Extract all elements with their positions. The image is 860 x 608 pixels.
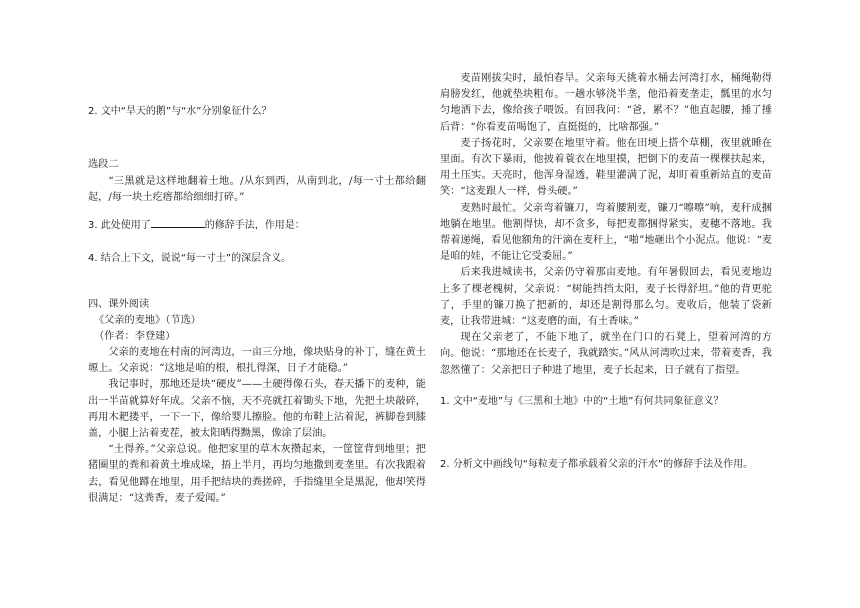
- answer-blank[interactable]: [151, 217, 205, 228]
- reading-question-2: 2. 分析文中画线句“每粒麦子都承载着父亲的汗水”的修辞手法及作用。: [440, 459, 754, 470]
- section-2-title: 选段二: [88, 159, 119, 170]
- article-paragraph: 后来我进城读书，父亲仍守着那亩麦地。有年暑假回去，看见麦地边上多了棵老槐树，父亲说：“树能挡挡太阳，麦子长得舒坦。”他的背更驼了，手里的镰刀换了把新的，却还是割得那么匀。麦收后，他装了袋新麦，让我带进城：“这麦磨的面，有土香味。”: [440, 267, 772, 328]
- question-4: 4. 结合上下文，说说“每一寸土”的深层含义。: [88, 253, 292, 264]
- question-3-text-before: 3. 此处使用了: [88, 220, 151, 231]
- reading-question-1: 1. 文中“麦地”与《三黑和土地》中的“土地”有何共同象征意义？: [440, 396, 724, 407]
- article-paragraph: 父亲的麦地在村南的河湾边，一亩三分地，像块贴身的补丁，缝在黄土塬上。父亲说：“这地是咱的根，根扎得深，日子才能稳。”: [88, 347, 426, 375]
- article-body-left: [88, 345, 426, 507]
- article-body-right: [440, 71, 772, 379]
- article-paragraph: 我记事时，那地还是块“硬皮”——土硬得像石头，春天播下的麦种，能出一半苗就算好年成。父亲不恼，天不亮就扛着锄头下地，先把土块敲碎，再用木耙搂平，一下一下，像给婴儿擦脸。他的布鞋上沾着泥，裤脚卷到膝盖，小腿上沾着麦茬，被太阳晒得黝黑，像涂了层油。: [88, 379, 426, 440]
- part-4-title: 四、课外阅读: [88, 299, 150, 310]
- article-author: （作者：李登建）: [94, 331, 176, 342]
- question-2: 2. 文中“旱天的鹅”与“水”分别象征什么？: [88, 106, 272, 117]
- section-2-passage: “三黑就是这样地翻着土地。/从东到西，从南到北，/每一寸土都给翻起，/每一块土疙瘩都给细细打碎。”: [88, 176, 426, 204]
- article-title: 《父亲的麦地》（节选）: [94, 315, 201, 326]
- article-paragraph: 麦熟时最忙。父亲弯着镰刀，弯着腰割麦，镰刀“嚓嚓”响，麦秆成捆地躺在地里。他割得快，却不贪多，每把麦都捆得紧实，麦穗不落地。我帮着递绳，看见他额角的汗滴在麦秆上，“啪”地砸出个小泥点。他说：“麦是咱的娃，不能让它受委屈。”: [440, 202, 772, 263]
- question-3: [88, 217, 426, 234]
- question-3-text-after: 的修辞手法，作用是：: [204, 220, 305, 231]
- article-paragraph: 现在父亲老了，不能下地了，就坐在门口的石凳上，望着河湾的方向。他说：“那地还在长麦子，我就踏实。”风从河湾吹过来，带着麦香，我忽然懂了：父亲把日子种进了地里，麦子长起来，日子就有了指望。: [440, 332, 772, 376]
- article-paragraph: 麦苗刚拔尖时，最怕春旱。父亲每天挑着水桶去河湾打水，桶绳勒得肩膀发红，他就垫块粗布。一趟水够浇半垄，他沿着麦垄走，瓢里的水匀匀地洒下去，像给孩子喂饭。有回我问：“爸，累不？”他直起腰，捶了捶后背：“你看麦苗喝饱了，直挺挺的，比啥都强。”: [440, 73, 772, 133]
- article-paragraph: 麦子扬花时，父亲要在地里守着。他在田埂上搭个草棚，夜里就睡在里面。有次下暴雨，他披着蓑衣在地里摸，把倒下的麦苗一棵棵扶起来，用土压实。天亮时，他浑身湿透，鞋里灌满了泥，却盯着重新站直的麦苗笑：“这麦跟人一样，骨头硬。”: [440, 137, 772, 198]
- article-paragraph: “土得养。”父亲总说。他把家里的草木灰攒起来，一筐筐背到地里；把猪圈里的粪和着黄土堆成垛，捂上半月，再均匀地撒到麦垄里。有次我跟着去，看见他蹲在地里，用手把结块的粪搓碎，手指缝里全是黑泥，他却笑得很满足：“这粪香，麦子爱闻。”: [88, 444, 426, 504]
